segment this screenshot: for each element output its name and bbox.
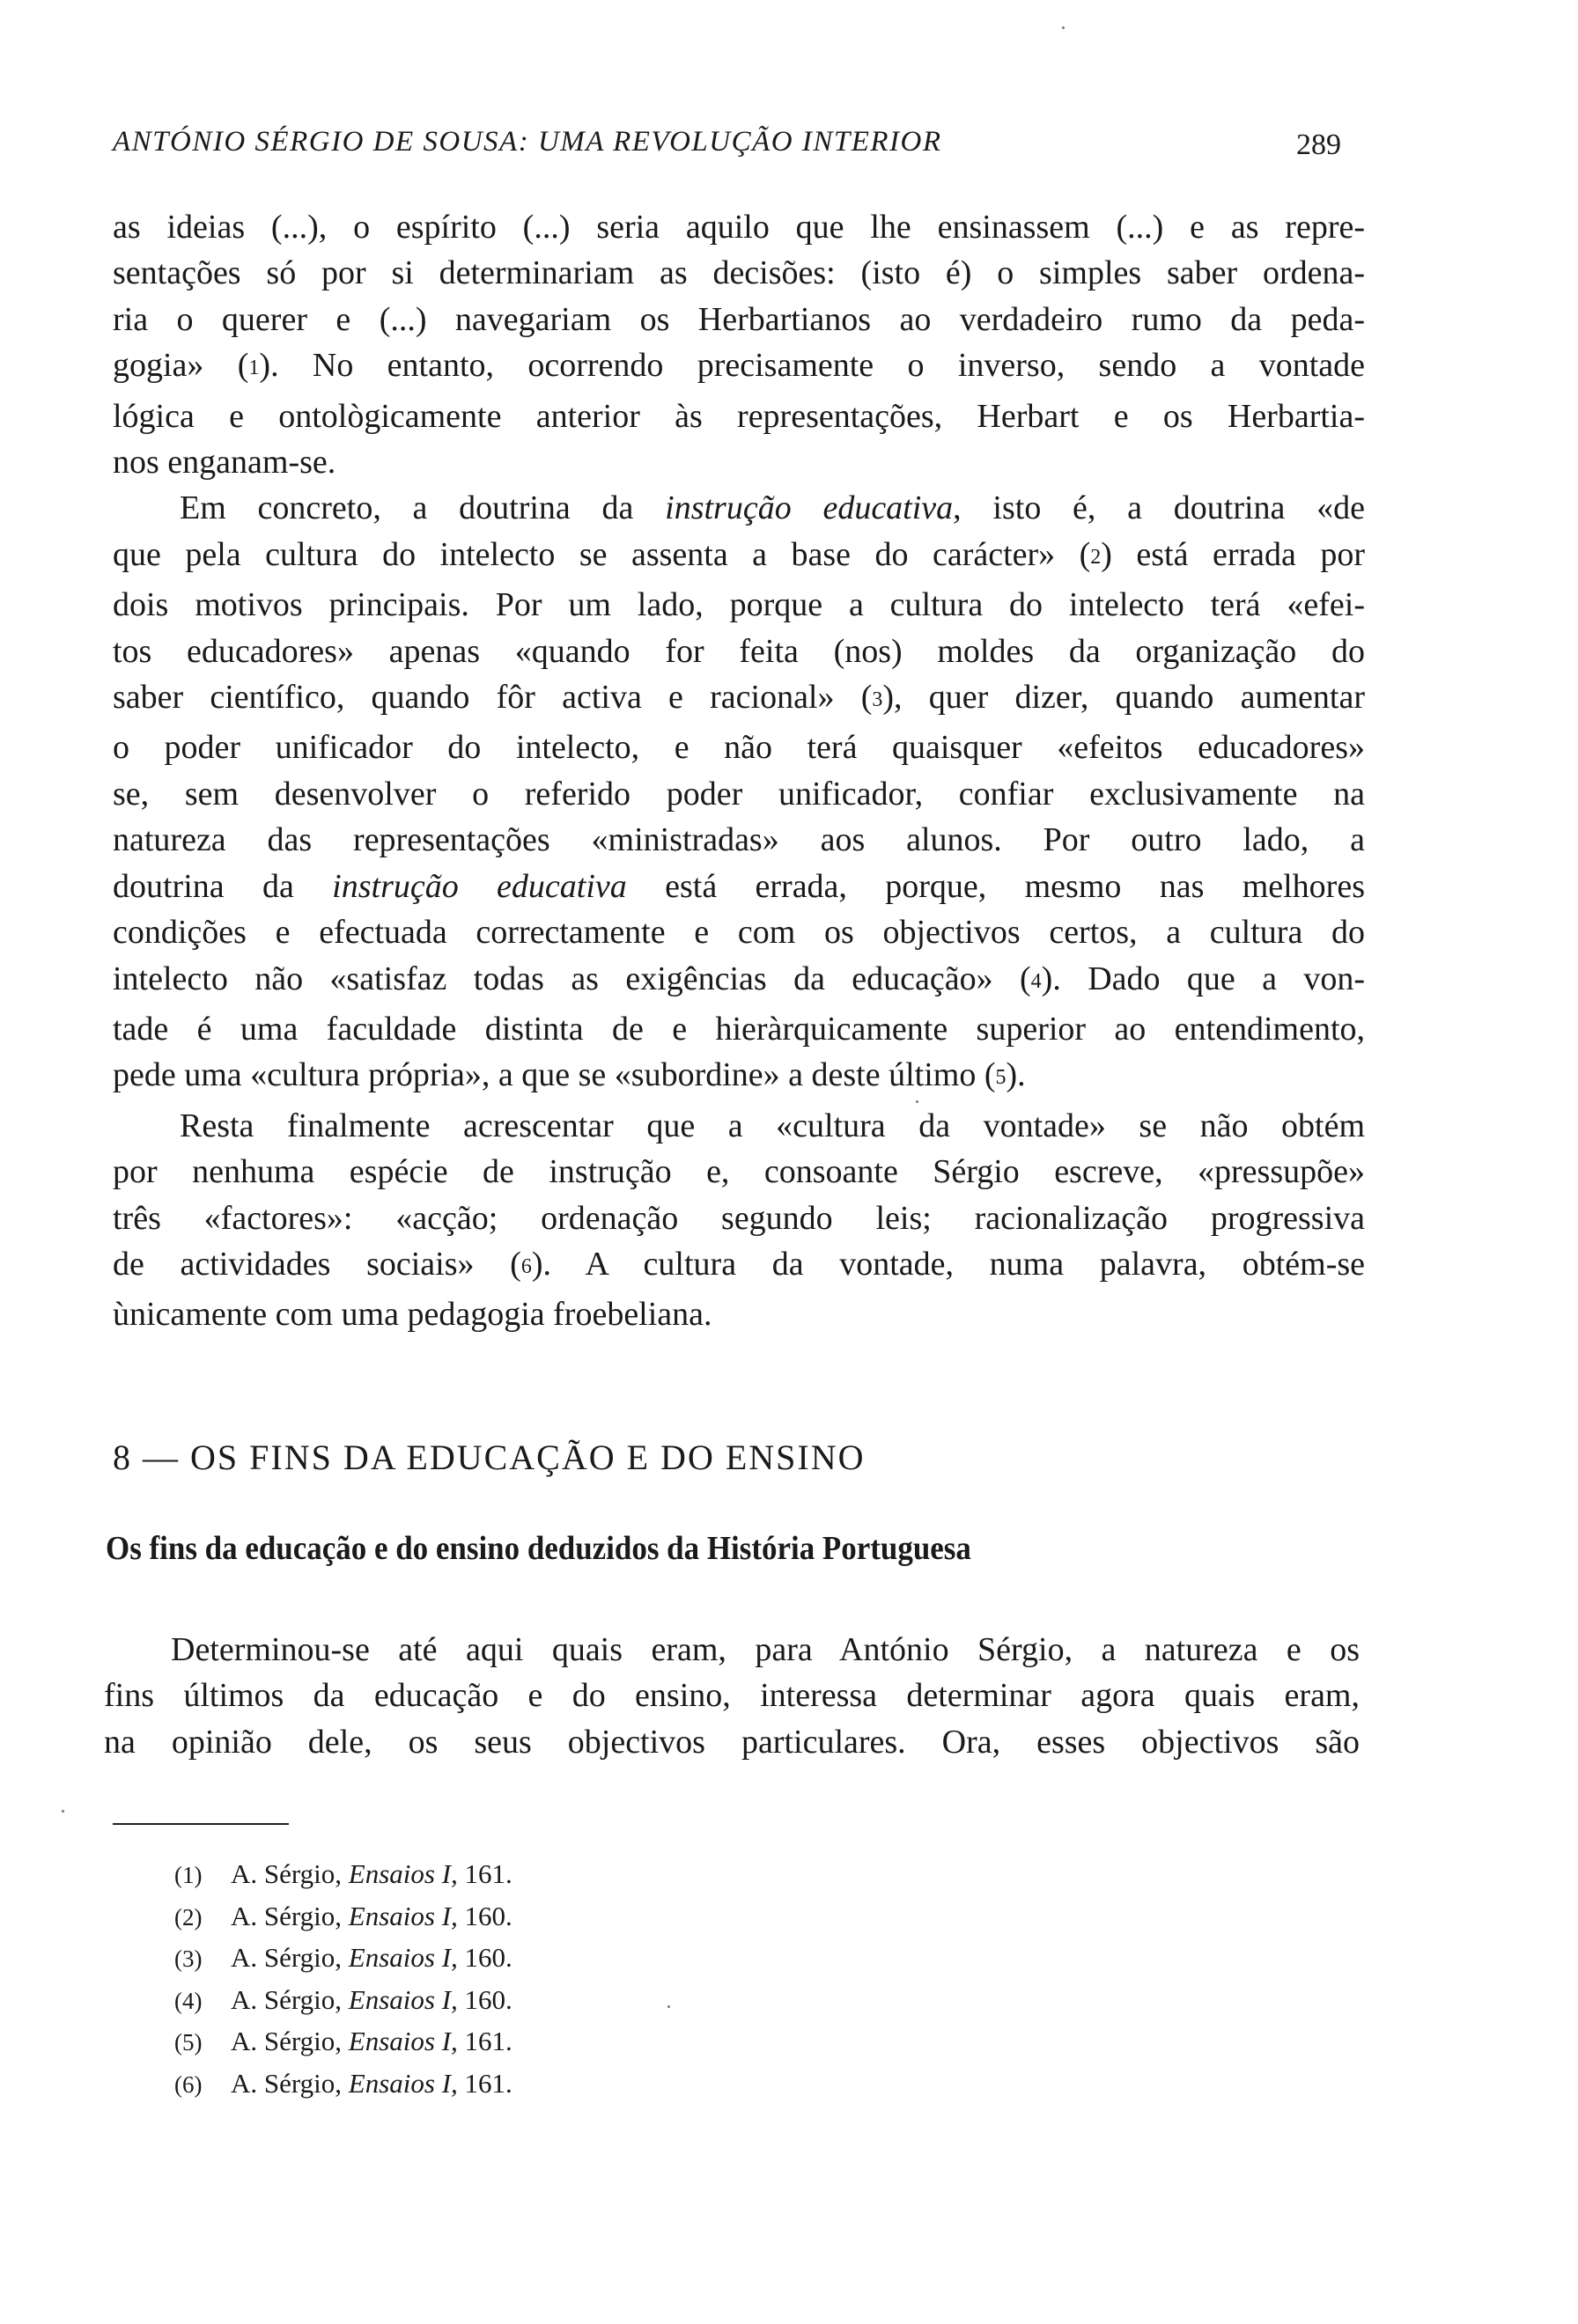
- scan-speck: [667, 2005, 670, 2008]
- footnote-page: 160.: [464, 1983, 512, 2015]
- footnote-author: A. Sérgio,: [231, 1942, 343, 1973]
- text-line: gogia» ($^1$). No entanto, ocorrendo precisamente o inverso, sendo a vontade: [113, 347, 1366, 385]
- text-line: Determinou-se até aqui quais eram, para António Sérgio, a natureza e os: [171, 1631, 1360, 1668]
- scan-speck: [62, 1810, 64, 1813]
- text-line: Em concreto, a doutrina da instrução educativa, isto é, a doutrina «de: [180, 489, 1366, 527]
- text-line: condições e efectuada correctamente e com os objectivos certos, a cultura do: [113, 914, 1365, 952]
- page-number: 289: [1296, 129, 1341, 161]
- footnote: [174, 1896, 512, 1938]
- text-line: ùnicamente com uma pedagogia froebeliana.: [113, 1296, 712, 1334]
- paragraph-1: [113, 204, 1365, 485]
- section-subheading: Os fins da educação e do ensino deduzidos da História Portuguesa: [106, 1530, 971, 1567]
- footnote-author: A. Sérgio,: [231, 2067, 343, 2099]
- footnote-author: A. Sérgio,: [231, 1858, 343, 1889]
- footnote-marker: (5): [174, 2029, 203, 2056]
- text-line: sentações só por si determinariam as decisões: (isto é) o simples saber ordena-: [113, 254, 1365, 292]
- footnote: [174, 1938, 512, 1980]
- text-line: na opinião dele, os seus objectivos particulares. Ora, esses objectivos são: [104, 1723, 1360, 1761]
- running-header: [113, 126, 1372, 158]
- footnote-page: 161.: [464, 1858, 512, 1889]
- footnote-work: Ensaios I,: [348, 2067, 458, 2099]
- text-line: as ideias (...), o espírito (...) seria aquilo que lhe ensinassem (...) e as repre-: [113, 209, 1365, 246]
- footnote: [174, 1854, 512, 1896]
- footnote-marker: (2): [174, 1903, 203, 1931]
- text-line: tos educadores» apenas «quando for feita (nos) moldes da organização do: [113, 632, 1365, 670]
- footnote-page: 160.: [464, 1942, 512, 1973]
- running-title: ANTÓNIO SÉRGIO DE SOUSA: UMA REVOLUÇÃO INTERIOR: [113, 126, 942, 158]
- text-line: ria o querer e (...) navegariam os Herbartianos ao verdadeiro rumo da peda-: [113, 300, 1365, 338]
- text-line: tade é uma faculdade distinta de e hieràrquicamente superior ao entendimento,: [113, 1010, 1365, 1048]
- footnote-marker: (3): [174, 1945, 203, 1972]
- text-line: por nenhuma espécie de instrução e, consoante Sérgio escreve, «pressupõe»: [113, 1153, 1365, 1191]
- text-line: de actividades sociais» ($^6$). A cultura da vontade, numa palavra, obtém-se: [113, 1245, 1366, 1283]
- scan-speck: [1062, 26, 1065, 29]
- text-line: fins últimos da educação e do ensino, interessa determinar agora quais eram,: [104, 1677, 1360, 1715]
- scan-speck: [916, 1100, 918, 1103]
- footnote-work: Ensaios I,: [348, 1942, 458, 1973]
- footnote-work: Ensaios I,: [348, 2026, 458, 2056]
- footnote-author: A. Sérgio,: [231, 2026, 343, 2056]
- footnotes: [174, 1854, 512, 2105]
- footnote-marker: (6): [174, 2070, 203, 2098]
- footnote: [174, 1980, 512, 2022]
- section-heading: 8 — OS FINS DA EDUCAÇÃO E DO ENSINO: [113, 1438, 866, 1477]
- text-line: que pela cultura do intelecto se assenta a base do carácter» ($^2$) está errada por: [113, 535, 1365, 573]
- body-text: [113, 204, 1365, 1338]
- text-line: saber científico, quando fôr activa e racional» ($^3$), quer dizer, quando aumentar: [113, 679, 1365, 717]
- paragraph-4: [104, 1627, 1360, 1765]
- paragraph-4-text: [104, 1627, 1360, 1765]
- footnote-page: 161.: [464, 2067, 512, 2099]
- text-line: lógica e ontològicamente anterior às representações, Herbart e os Herbartia-: [113, 397, 1365, 435]
- paragraph-3: [113, 1103, 1365, 1338]
- text-line: nos enganam-se.: [113, 444, 336, 482]
- footnote-page: 161.: [464, 2026, 512, 2056]
- footnote: [174, 2063, 512, 2106]
- text-line: três «factores»: «acção; ordenação segundo leis; racionalização progressiva: [113, 1199, 1365, 1237]
- footnote-marker: (4): [174, 1987, 203, 2014]
- footnote-marker: (1): [174, 1862, 203, 1888]
- text-line: doutrina da instrução educativa está errada, porque, mesmo nas melhores: [113, 867, 1365, 905]
- footnote: [174, 2021, 512, 2063]
- footnote-author: A. Sérgio,: [231, 1983, 343, 2015]
- text-line: o poder unificador do intelecto, e não terá quaisquer «efeitos educadores»: [113, 729, 1365, 767]
- text-line: natureza das representações «ministradas» aos alunos. Por outro lado, a: [113, 821, 1365, 859]
- footnote-work: Ensaios I,: [348, 1900, 458, 1931]
- footnote-page: 160.: [464, 1900, 512, 1931]
- text-line: intelecto não «satisfaz todas as exigências da educação» ($^4$). Dado que a von-: [113, 960, 1365, 997]
- text-line: dois motivos principais. Por um lado, porque a cultura do intelecto terá «efei-: [113, 586, 1365, 624]
- footnote-work: Ensaios I,: [348, 1983, 458, 2015]
- text-line: se, sem desenvolver o referido poder unificador, confiar exclusivamente na: [113, 775, 1365, 813]
- footnote-work: Ensaios I,: [348, 1858, 458, 1889]
- text-line: pede uma «cultura própria», a que se «subordine» a deste último ($^5$).: [113, 1056, 1026, 1094]
- footnote-rule: [113, 1823, 289, 1825]
- text-line: Resta finalmente acrescentar que a «cultura da vontade» se não obtém: [180, 1107, 1365, 1144]
- footnote-author: A. Sérgio,: [231, 1900, 343, 1931]
- paragraph-2: [113, 485, 1365, 1102]
